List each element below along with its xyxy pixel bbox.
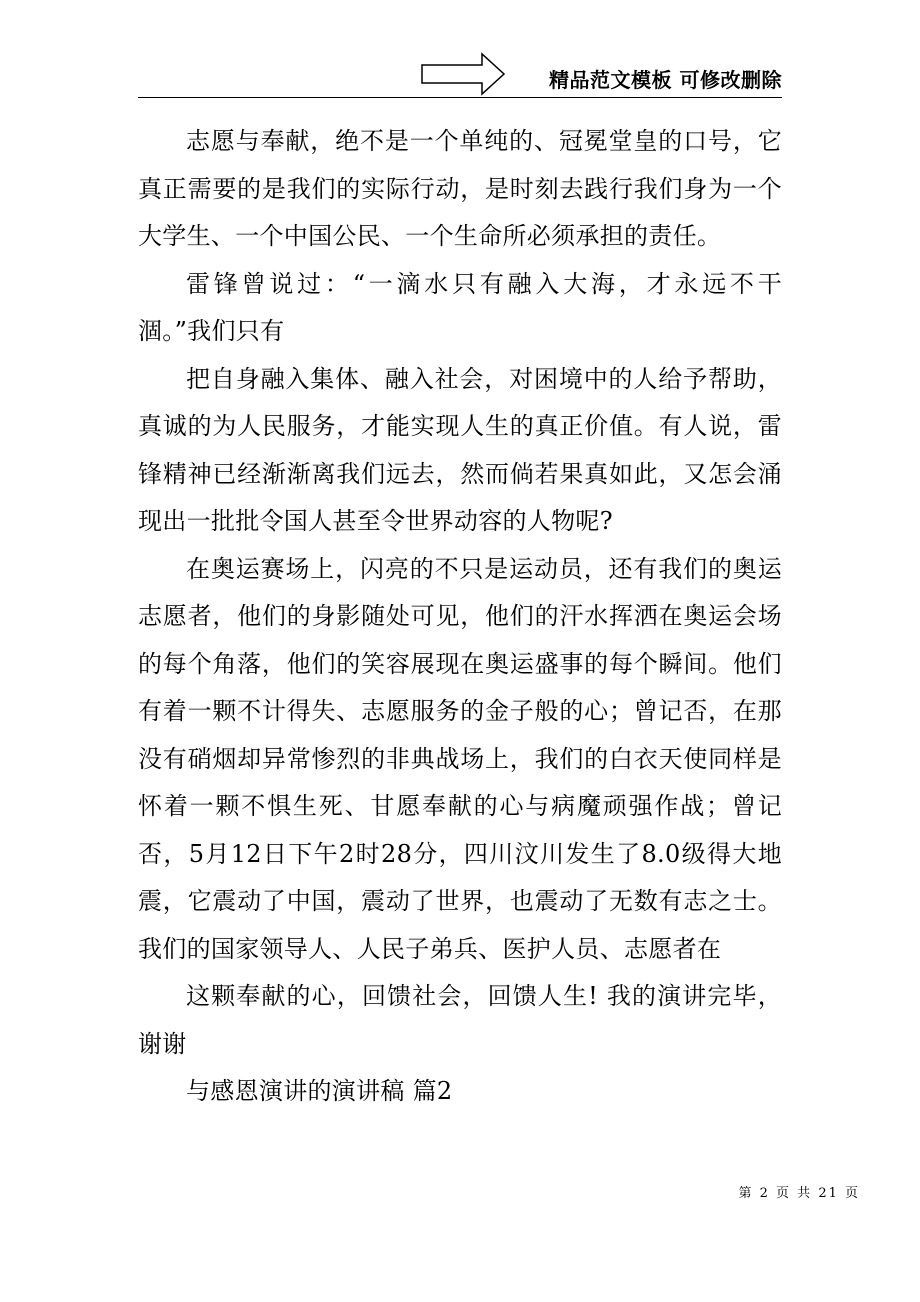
paragraph: 这颗奉献的心，回馈社会，回馈人生! 我的演讲完毕，谢谢 [138, 982, 782, 1058]
page-header [138, 50, 782, 98]
paragraph: 把自身融入集体、融入社会，对困境中的人给予帮助，真诚的为人民服务，才能实现人生的真正价值。有人说，雷锋精神已经渐渐离我们远去，然而倘若果真如此，又怎会涌现出一批批令国人甚至令世界动容的人物呢? [138, 364, 782, 535]
section-heading: 与感恩演讲的演讲稿 篇2 [186, 1077, 453, 1105]
template-label: 精品范文模板 可修改删除 [549, 68, 782, 92]
header-divider [138, 97, 782, 98]
right-arrow-icon [420, 52, 506, 96]
paragraph: 雷锋曾说过：“一滴水只有融入大海，才永远不干涸。”我们只有 [138, 269, 782, 345]
document-body [138, 118, 782, 1116]
paragraph: 志愿与奉献，绝不是一个单纯的、冠冕堂皇的口号，它真正需要的是我们的实际行动，是时刻去践行我们身为一个大学生、一个中国公民、一个生命所必须承担的责任。 [138, 127, 782, 250]
paragraph: 在奥运赛场上，闪亮的不只是运动员，还有我们的奥运志愿者，他们的身影随处可见，他们的汗水挥洒在奥运会场的每个角落，他们的笑容展现在奥运盛事的每个瞬间。他们有着一颗不计得失、志愿服务的金子般的心；曾记否，在那没有硝烟却异常惨烈的非典战场上，我们的白衣天使同样是怀着一颗不惧生死、甘愿奉献的心与病魔顽强作战；曾记否，5月12日下午2时28分，四川汶川发生了8.0级得大地震，它震动了中国，震动了世界，也震动了无数有志之士。我们的国家领导人、人民子弟兵、医护人员、志愿者在 [138, 554, 782, 963]
page-number: 第 2 页 共 21 页 [738, 1186, 860, 1201]
